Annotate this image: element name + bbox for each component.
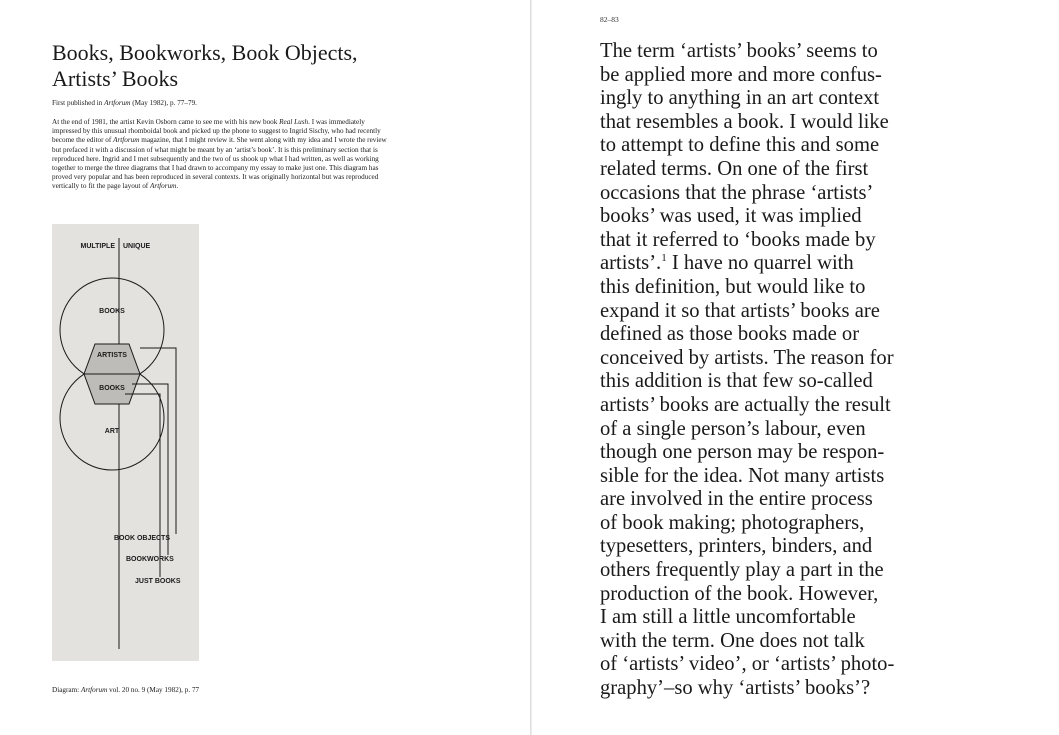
body-line: ingly to anything in an art context (600, 87, 880, 110)
caption-prefix: Diagram: (52, 686, 81, 694)
body-line: production of the book. However, (600, 582, 879, 605)
body-line: artists’ books are actually the result (600, 393, 891, 416)
label-bookworks: BOOKWORKS (126, 556, 174, 563)
label-books-top: BOOKS (99, 308, 125, 315)
footnote-ref[interactable]: 1 (661, 252, 667, 265)
body-line: be applied more and more confus- (600, 63, 882, 86)
body-line: of a single person’s labour, even (600, 417, 866, 440)
label-book-objects: BOOK OBJECTS (114, 535, 171, 542)
intro-journal: Artforum (113, 136, 140, 145)
intro-paragraph (52, 118, 392, 192)
body-line: occasions that the phrase ‘artists’ (600, 181, 874, 204)
body-line: books’ was used, it was implied (600, 205, 862, 228)
body-line: that it referred to ‘books made by (600, 228, 876, 251)
body-line: related terms. On one of the first (600, 157, 869, 180)
body-line-10-end: I have no quarrel with (666, 252, 854, 275)
label-unique: UNIQUE (123, 243, 151, 250)
body-line: with the term. One does not talk (600, 629, 865, 652)
body-line: expand it so that artists’ books are (600, 299, 880, 322)
pub-note-prefix: First published in (52, 99, 105, 107)
label-just-books: JUST BOOKS (135, 578, 181, 585)
chapter-title (52, 40, 472, 92)
caption-suffix: vol. 20 no. 9 (May 1982), p. 77 (107, 686, 200, 694)
connector-book-objects (140, 348, 176, 534)
body-line: sible for the idea. Not many artists (600, 464, 885, 487)
body-line: though one person may be respon- (600, 441, 885, 464)
body-line: of book making; photographers, (600, 511, 865, 534)
connector-bookworks (132, 384, 168, 555)
body-line: The term ‘artists’ books’ seems to (600, 40, 878, 62)
body-line: of ‘artists’ video’, or ‘artists’ photo- (600, 653, 895, 676)
connector-just-books (125, 394, 160, 577)
page-numbers: 82–83 (600, 15, 619, 24)
body-line: others frequently play a part in the (600, 559, 884, 582)
body-line: typesetters, printers, binders, and (600, 535, 873, 558)
publication-note (52, 99, 392, 108)
essay-body-text (600, 40, 930, 701)
pub-note-suffix: (May 1982), p. 77–79. (130, 99, 197, 107)
label-art: ART (104, 428, 120, 435)
title-line-2: Artists’ Books (52, 66, 179, 91)
intro-part-4: . (176, 182, 179, 191)
body-line: graphy’–so why ‘artists’ books’? (600, 677, 871, 700)
body-line: this definition, but would like to (600, 275, 866, 298)
diagram-svg (52, 224, 199, 661)
label-artists: ARTISTS (97, 352, 127, 359)
body-line: conceived by artists. The reason for (600, 346, 894, 369)
label-multiple: MULTIPLE (80, 243, 115, 250)
body-line-with-footnote (600, 252, 930, 276)
diagram-caption (52, 686, 352, 695)
pub-note-journal: Artforum (104, 99, 131, 107)
body-line: that resembles a book. I would like (600, 110, 889, 133)
artists-books-diagram (52, 224, 199, 661)
body-line: this addition is that few so-called (600, 370, 873, 393)
caption-journal: Artforum (80, 686, 108, 694)
intro-part-3: magazine, that I might review it. She went along with my idea and I wrote the review but prefaced it with a discussion of what might be meant by an ‘artist’s book’. It is this preliminary section that is reproduced here. Ingrid and I met subsequently and the two of us shook up what I had written, as well as working together to merge the three diagrams that I had drawn to accompany my essay to make just one. This diagram has proved very popular and has been reproduced in several contexts. It was originally horizontal but was reproduced vertically to fit the page layout of (52, 136, 387, 191)
body-line: to attempt to define this and some (600, 134, 880, 157)
title-line-1: Books, Bookworks, Book Objects, (52, 40, 358, 65)
intro-part-1: At the end of 1981, the artist Kevin Osborn came to see me with his new book (52, 118, 280, 126)
body-line: defined as those books made or (600, 323, 860, 346)
intro-book-title: Real Lush (279, 118, 309, 126)
body-line: I am still a little uncomfortable (600, 606, 856, 629)
label-books-mid: BOOKS (99, 385, 125, 392)
body-line: are involved in the entire process (600, 488, 873, 511)
intro-journal-2: Artforum (150, 182, 177, 191)
body-line-10-start: artists’. (600, 252, 662, 275)
intro-part-2: . I was immediately impressed by this unusual rhomboidal book and picked up the phone to suggest to Ingrid Sischy, who had recently become the editor of (52, 118, 381, 145)
